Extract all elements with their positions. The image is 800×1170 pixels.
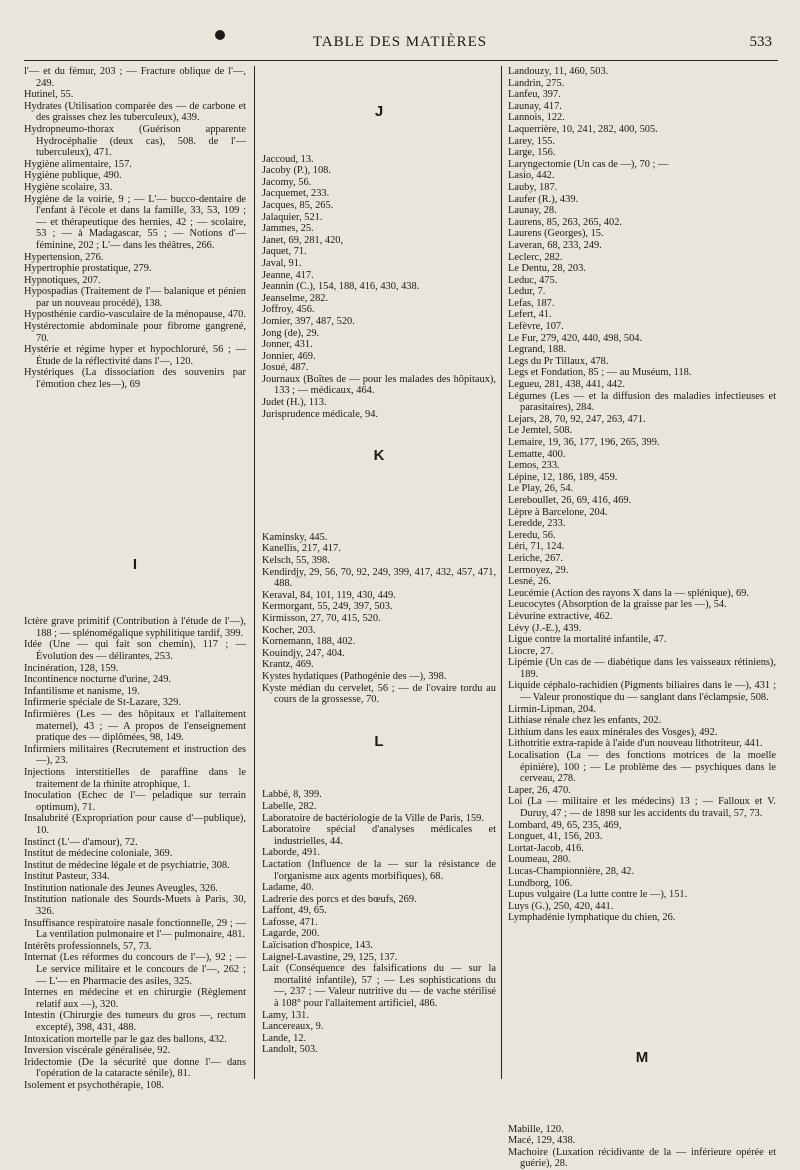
page-number: 533 (749, 34, 772, 50)
index-entry: Hystérectomie abdominale pour fibrome gangrené, 70. (24, 321, 246, 344)
index-entry: Liquide céphalo-rachidien (Pigments biliaires dans le —), 431 ; — Valeur pronostique du — sanglant dans l'éclampsie, 508. (508, 680, 776, 704)
index-entry: Lucas-Championnière, 28, 42. (508, 865, 635, 877)
index-entry: Landrin, 275. (508, 77, 565, 89)
index-entry: Leduc, 475. (508, 274, 558, 286)
index-entry: Hystériques (La dissociation des souvenirs par l'émotion chez les—), 69 (24, 367, 246, 391)
index-entry: Lait (Conséquence des falsifications du — sur la mortalité infantile), 57 ; — Les sophistications du —, 237 ; — Valeur nutritive du — de vache stérilisé à 108° pour l'allaitement artificiel, 486. (262, 963, 496, 1010)
index-entry: Lipémie (Un cas de — diabétique dans les vaisseaux rétiniens), 189. (508, 657, 776, 680)
index-entry: Injections interstitielles de paraffine dans le traitement de la rhinite atrophique, 1. (24, 766, 246, 790)
index-entry: Lemos, 233. (508, 460, 560, 472)
section-letter: K (373, 447, 385, 465)
index-entry: Hygiène alimentaire, 157. (24, 158, 132, 170)
index-entry: Laurens (Georges), 15. (508, 228, 604, 240)
index-entry: Lombard, 49, 65, 235, 469, (508, 819, 622, 831)
index-entry: Insalubrité (Expropriation pour cause d'—publique), 10. (24, 813, 246, 836)
index-entry: Isolement et psychothérapie, 108. (24, 1079, 164, 1091)
index-entry: Incontinence nocturne d'urine, 249. (24, 674, 172, 686)
index-entry: Krantz, 469. (262, 659, 314, 671)
index-entry: Machoire (Luxation récidivante de la — inférieure opérée et guérie), 28. (508, 1146, 776, 1170)
index-entry: Hypertension, 276. (24, 251, 104, 263)
index-entry: Ledur, 7. (508, 286, 546, 298)
index-entry: Institution nationale des Jeunes Aveugles, 326. (24, 882, 219, 894)
index-entry: Liocre, 27. (508, 645, 554, 657)
index-entry: Laffont, 49, 65. (262, 905, 327, 917)
index-entry: Hystérie et régime hyper et hypochloruré, 56 ; — Étude de la réflectivité dans l'—, 120. (24, 344, 246, 367)
index-entry: Lefert, 41. (508, 309, 552, 321)
index-entry: Laignel-Lavastine, 29, 125, 137. (262, 951, 398, 963)
index-entry: Jeanselme, 282. (262, 292, 329, 304)
index-entry: Laquerrière, 10, 241, 282, 400, 505. (508, 123, 658, 135)
index-entry: Laufer (R.), 439. (508, 193, 579, 205)
index-entry: Kendirdjy, 29, 56, 70, 92, 249, 399, 417, 432, 457, 471, 488. (262, 566, 496, 590)
index-entry: Ictère grave primitif (Contribution à l'étude de l'—), 188 ; — splénomégalique syphilitique tardif, 399. (24, 616, 246, 639)
column-divider (254, 66, 255, 1079)
index-entry: Large, 156. (508, 147, 556, 159)
index-entry: Jurisprudence médicale, 94. (262, 408, 378, 420)
index-entry: Jacquemet, 233. (262, 188, 330, 200)
index-entry: Javal, 91. (262, 257, 302, 269)
index-entry: Le Jemtel, 508. (508, 425, 573, 437)
index-entry: Jaccoud, 13. (262, 153, 314, 165)
index-entry: Lithiase rénale chez les enfants, 202. (508, 715, 662, 727)
index-entry: Lagarde, 200. (262, 928, 320, 940)
index-entry: Lauby, 187. (508, 181, 558, 193)
index-entry: Infirmières (Les — des hôpitaux et l'allaitement maternel), 43 ; — A propos de l'enseignement pratique des — diplômées, 98, 149. (24, 708, 246, 744)
index-entry: Infirmerie spéciale de St-Lazare, 329. (24, 697, 181, 709)
index-entry: Intestin (Chirurgie des tumeurs du gros —, rectum excepté), 398, 431, 488. (24, 1010, 246, 1033)
index-entry: Macé, 129, 438. (508, 1135, 576, 1147)
index-entry: Lasio, 442. (508, 170, 555, 182)
section-letter: I (132, 555, 138, 573)
index-entry: Lefas, 187. (508, 297, 555, 309)
index-entry: Jong (de), 29. (262, 327, 320, 339)
index-entry: Jacques, 85, 265. (262, 199, 334, 211)
index-entry: Lefèvre, 107. (508, 321, 564, 333)
index-entry: Lèpre à Barcelone, 204. (508, 506, 608, 518)
index-entry: Insuffisance respiratoire nasale fonctionnelle, 29 ; — La ventilation pulmonaire et l'— pulmonaire, 481. (24, 917, 246, 941)
index-entry: l'— et du fémur, 203 ; — Fracture oblique de l'—, 249. (24, 66, 246, 89)
index-entry: Joffroy, 456. (262, 304, 315, 316)
index-entry: Kanellis, 217, 417. (262, 543, 341, 555)
index-entry: Lévy (J.-E.), 439. (508, 622, 582, 634)
index-entry: Jonnier, 469. (262, 350, 316, 362)
index-entry: Lannois, 122. (508, 112, 565, 124)
index-entry: Hygiène de la voirie, 9 ; — L'— bucco-dentaire de l'enfant à l'école et dans la famille, 33, 53, 109 ; — et thérapeutique des hernies, 42 ; — scolaire, 53 ; — à Madagascar, 55 ; — Notions d'— féminine, 202 ; L'— dans les théâtres, 266. (24, 193, 246, 251)
index-entry: Longuet, 41, 156, 203. (508, 831, 603, 843)
index-entry: Lesné, 26. (508, 576, 551, 588)
index-entry: Leredde, 233. (508, 518, 566, 530)
index-entry: Lundborg, 106. (508, 877, 573, 889)
page-header (0, 0, 800, 62)
index-entry: Hutinel, 55. (24, 89, 74, 101)
index-entry: Loumeau, 280. (508, 854, 571, 866)
index-entry: Jomier, 397, 487, 520. (262, 315, 355, 327)
index-entry: Ladrerie des porcs et des bœufs, 269. (262, 893, 417, 905)
index-entry: Lépine, 12, 186, 189, 459. (508, 471, 618, 483)
index-entry: Léri, 71, 124. (508, 541, 565, 553)
index-entry: Leclerc, 282. (508, 251, 563, 263)
index-entry: Jacomy, 56. (262, 176, 312, 188)
index-entry: Hypospadias (Traitement de l'— balanique et pénien par un nouveau procédé), 138. (24, 286, 246, 309)
index-entry: Infirmiers militaires (Recrutement et instruction des —), 23. (24, 743, 246, 767)
index-entry: Localisation (La — des fonctions motrices de la moelle épinière), 100 ; — Le problème des — psychiques dans le cerveau, 278. (508, 750, 776, 785)
page-title: TABLE DES MATIÈRES (312, 34, 488, 50)
index-entry: Kystes hydatiques (Pathogénie des —), 398. (262, 670, 447, 682)
index-entry: Internat (Les réformes du concours de l'—), 92 ; — Le service militaire et le concours de l'—, 262 ; — L'— en Pharmacie des asiles, 325. (24, 952, 246, 987)
index-entry: Lupus vulgaire (La lutte contre le —), 151. (508, 889, 688, 901)
index-entry: Kirmisson, 27, 70, 415, 520. (262, 613, 381, 624)
index-entry: Instinct (L'— d'amour), 72. (24, 836, 138, 848)
index-entry: Legs du Pr Tillaux, 478. (508, 355, 609, 367)
index-entry: Lithotritie extra-rapide à l'aide d'un nouveau lithotriteur, 441. (508, 738, 763, 750)
index-entry: Ligue contre la mortalité infantile, 47. (508, 634, 667, 646)
index-entry: Jeanne, 417. (262, 269, 314, 281)
index-entry: Lymphadénie lymphatique du chien, 26. (508, 912, 676, 924)
index-entry: Mabille, 120. (508, 1123, 564, 1135)
index-entry: Luys (G.), 250, 420, 441. (508, 900, 614, 912)
index-entry: Le Play, 26, 54. (508, 483, 574, 495)
index-entry: Institut de médecine légale et de psychiatrie, 308. (24, 859, 230, 871)
index-entry: Laveran, 68, 233, 249. (508, 239, 602, 251)
section-letter: L (374, 732, 384, 750)
index-entry: Infantilisme et nanisme, 19. (24, 685, 140, 697)
index-entry: Intérêts professionnels, 57, 73. (24, 940, 152, 952)
index-entry: Institut de médecine coloniale, 369. (24, 848, 173, 860)
index-entry: Inversion viscérale généralisée, 92. (24, 1045, 171, 1057)
index-entry: Legrand, 188. (508, 344, 566, 356)
index-entry: Journaux (Boîtes de — pour les malades des hôpitaux), 133 ; — médicaux, 464. (262, 373, 496, 397)
index-entry: Hydropneumo-thorax (Guérison apparente Hydrocéphalie (deux cas), 508. de l'— tuberculeux), 471. (24, 123, 246, 159)
index-entry: Kouindjy, 247, 404. (262, 647, 345, 659)
index-entry: Lematte, 400. (508, 448, 566, 460)
section-letter: M (635, 1048, 649, 1066)
index-entry: Jalaquier, 521. (262, 211, 323, 223)
index-entry: Lamy, 131. (262, 1009, 309, 1021)
index-column-2 (262, 66, 496, 1079)
index-entry: Lejars, 28, 70, 92, 247, 263, 471. (508, 413, 646, 425)
index-entry: Iridectomie (De la sécurité que donne l'— dans l'opération de la cataracte sénile), 81. (24, 1056, 246, 1080)
index-entry: Inoculation (Echec de l'— peladique sur terrain optimum), 71. (24, 790, 246, 813)
index-entry: Labbé, 8, 399. (262, 789, 322, 801)
index-entry: Institut Pasteur, 334. (24, 871, 110, 883)
index-entry: Incinération, 128, 159. (24, 662, 119, 674)
index-column-3 (508, 66, 776, 1170)
index-entry: Landolt, 503. (262, 1044, 318, 1056)
index-entry: Laborde, 491. (262, 847, 320, 859)
index-entry: Launay, 417. (508, 100, 562, 112)
index-entry: Janet, 69, 281, 420, (262, 234, 344, 246)
index-entry: Leriche, 267. (508, 552, 564, 564)
index-entry: Keraval, 84, 101, 119, 430, 449. (262, 589, 396, 601)
index-entry: Leredu, 56. (508, 529, 556, 541)
index-entry: Kermorgant, 55, 249, 397, 503. (262, 601, 393, 613)
column-divider (501, 66, 502, 1079)
index-entry: Launay, 28. (508, 205, 557, 217)
index-entry: Jeannin (C.), 154, 188, 416, 430, 438. (262, 281, 420, 293)
index-entry: Lancereaux, 9. (262, 1021, 324, 1033)
index-entry: Leucémie (Action des rayons X dans la — splénique), 69. (508, 587, 749, 599)
index-entry: Lande, 12. (262, 1032, 307, 1044)
index-entry: Leucocytes (Absorption de la graisse par les —), 54. (508, 599, 727, 611)
header-rule (24, 60, 778, 61)
index-entry: Laboratoire spécial d'analyses médicales et industrielles, 44. (262, 824, 496, 847)
index-entry: Laboratoire de bactériologie de la Ville de Paris, 159. (262, 812, 484, 824)
index-entry: Institution nationale des Sourds-Muets à Paris, 30, 326. (24, 894, 246, 918)
index-entry: Lirmin-Lipman, 204. (508, 703, 597, 715)
index-entry: Hydrates (Utilisation comparée des — de carbone et des graisses chez les tuberculeux), 439. (24, 100, 246, 124)
index-entry: Josué, 487. (262, 362, 309, 374)
index-entry: Jammes, 25. (262, 223, 314, 235)
index-entry: Idée (Une — qui fait son chemin), 117 ; — Évolution des — délirantes, 253. (24, 639, 246, 662)
index-entry: Lafosse, 471. (262, 916, 318, 928)
index-entry: Laïcisation d'hospice, 143. (262, 940, 373, 952)
section-letter: J (374, 103, 384, 120)
index-entry: Intoxication mortelle par le gaz des ballons, 432. (24, 1033, 227, 1045)
index-entry: Lactation (Influence de la — sur la résistance de l'organisme aux agents morbifiques), 68. (262, 858, 496, 882)
index-entry: Le Dentu, 28, 203. (508, 263, 586, 275)
index-entry: Legs et Fondation, 85 ; — au Muséum, 118. (508, 367, 692, 379)
index-entry: Hypertrophie prostatique, 279. (24, 263, 152, 275)
index-entry: Kyste médian du cervelet, 56 ; — de l'ovaire tordu au cours de la grossesse, 70. (262, 682, 496, 706)
index-entry: Jonner, 431. (262, 339, 313, 351)
index-entry: Jacoby (P.), 108. (262, 165, 331, 177)
index-entry: Lortat-Jacob, 416. (508, 842, 584, 854)
index-entry: Lereboullet, 26, 69, 416, 469. (508, 494, 632, 506)
index-entry: Kaminsky, 445. (262, 531, 328, 543)
index-entry: Laper, 26, 470. (508, 784, 571, 796)
index-entry: Lanfeu, 397. (508, 89, 561, 101)
index-entry: Le Fur, 279, 420, 440, 498, 504. (508, 332, 643, 344)
index-entry: Lévurine extractive, 462. (508, 610, 613, 622)
index-entry: Lermoyez, 29. (508, 564, 569, 576)
index-column-1 (24, 66, 246, 1091)
index-entry: Larey, 155. (508, 135, 555, 147)
index-entry: Lithium dans les eaux minérales des Vosges), 492. (508, 726, 718, 738)
index-entry: Hygiène publique, 490. (24, 170, 122, 182)
index-entry: Laryngectomie (Un cas de —), 70 ; — (508, 158, 669, 170)
index-entry: Kelsch, 55, 398. (262, 555, 330, 567)
index-entry: Kornemann, 188, 402. (262, 636, 356, 648)
index-entry: Laurens, 85, 263, 265, 402. (508, 216, 622, 228)
index-entry: Loi (La — militaire et les médecins) 13 ; — Falloux et V. Duruy, 47 ; — de 1898 sur les accidents du travail, 57, 73. (508, 796, 776, 819)
index-entry: Legueu, 281, 438, 441, 442. (508, 379, 625, 391)
index-entry: Légumes (Les — et la diffusion des maladies infectieuses et parasitaires), 284. (508, 390, 776, 414)
index-entry: Labelle, 282. (262, 800, 317, 812)
index-entry: Kocher, 203. (262, 624, 316, 636)
index-entry: Hyposthénie cardio-vasculaire de la ménopause, 470. (24, 309, 246, 321)
index-entry: Judet (H.), 113. (262, 397, 327, 409)
index-entry: Lemaire, 19, 36, 177, 196, 265, 399. (508, 437, 660, 448)
index-entry: Jaquet, 71. (262, 246, 307, 258)
index-entry: Internes en médecine et en chirurgie (Règlement relatif aux —), 320. (24, 987, 246, 1010)
index-entry: Landouzy, 11, 460, 503. (508, 66, 609, 77)
index-entry: Hygiène scolaire, 33. (24, 181, 113, 193)
index-entry: Ladame, 40. (262, 882, 314, 894)
index-entry: Hypnotiques, 207. (24, 274, 101, 286)
